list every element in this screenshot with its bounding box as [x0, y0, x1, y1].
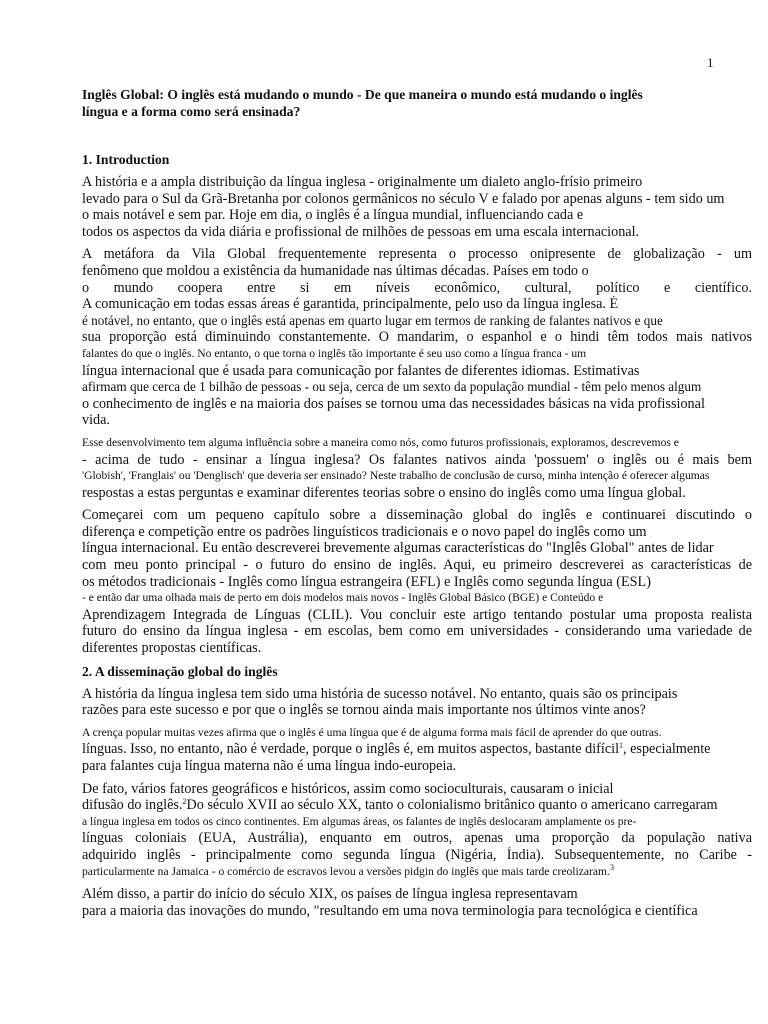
- text-line: com meu ponto principal - o futuro do ensino de inglês. Aqui, eu primeiro descreverei as características de: [82, 557, 752, 574]
- text-line: - e então dar uma olhada mais de perto em dois modelos mais novos - Inglês Global Básico (BGE) e Conteúdo e: [82, 591, 604, 605]
- text-line: A crença popular muitas vezes afirma que o inglês é uma língua que é de alguma forma mais fácil de aprender do que outras.: [82, 725, 662, 739]
- text-line: respostas a estas perguntas e examinar diferentes teorias sobre o ensino do inglês como uma língua global.: [82, 484, 686, 501]
- section-1-paragraph-1: [82, 174, 752, 240]
- footnote-marker: 3: [609, 863, 614, 872]
- text-line: vida.: [82, 412, 110, 429]
- text-line: língua internacional que é usada para comunicação por falantes de diferentes idiomas. Estimativas: [82, 362, 640, 379]
- text-line: Começarei com um pequeno capítulo sobre a disseminação global do inglês e continuarei discutindo o: [82, 507, 752, 524]
- text-line: [82, 741, 752, 758]
- text-span: particularmente na Jamaica - o comércio de escravos levou a versões pidgin do inglês que mais tarde creolizaram.: [82, 864, 610, 878]
- text-line: diferença e competição entre os padrões linguísticos tradicionais e o novo papel do inglês como um: [82, 523, 647, 540]
- text-line: a língua inglesa em todos os cinco continentes. Em algumas áreas, os falantes de inglês deslocaram amplamente os pre-: [82, 814, 637, 828]
- document-body: [82, 86, 752, 925]
- text-line: [82, 864, 752, 881]
- text-line: A comunicação em todas essas áreas é garantida, principalmente, pelo uso da língua inglesa. É: [82, 296, 619, 313]
- footnote-marker: 2: [182, 797, 187, 807]
- text-line: A metáfora da Vila Global frequentemente representa o processo onipresente de globalização - um: [82, 246, 752, 263]
- text-line: para a maioria das inovações do mundo, "resultando em uma nova terminologia para tecnológica e científica: [82, 902, 698, 919]
- text-line: levado para o Sul da Grã-Bretanha por colonos germânicos no século V e falado por apenas alguns - tem sido um: [82, 190, 725, 207]
- text-line: [82, 797, 752, 814]
- section-1-paragraph-3: [82, 435, 752, 501]
- text-line: A história da língua inglesa tem sido uma história de sucesso notável. No entanto, quais são os principais: [82, 685, 678, 702]
- footnote-marker: 1: [619, 741, 624, 751]
- text-line: futuro do ensino da língua inglesa - em escolas, bem como em universidades - considerando uma variedade de: [82, 623, 752, 640]
- text-line: falantes do que o inglês. No entanto, o que torna o inglês tão importante é seu uso como a língua franca - um: [82, 346, 587, 360]
- text-line: De fato, vários fatores geográficos e históricos, assim como socioculturais, causaram o inicial: [82, 780, 614, 797]
- page-number: 1: [707, 55, 714, 70]
- text-line: para falantes cuja língua materna não é uma língua indo-europeia.: [82, 758, 457, 774]
- text-line: é notável, no entanto, que o inglês está apenas em quarto lugar em termos de ranking de falantes nativos e que: [82, 312, 663, 328]
- section-2-paragraph-4: [82, 886, 752, 919]
- text-span: Do século XVII ao século XX, tanto o colonialismo britânico quanto o americano carregaram: [186, 797, 718, 814]
- text-line: Além disso, a partir do início do século XIX, os países de língua inglesa representavam: [82, 886, 578, 903]
- text-line: afirmam que cerca de 1 bilhão de pessoas - ou seja, cerca de um sexto da população mundial - têm pelo menos algum: [82, 379, 702, 395]
- text-line: o mais notável e sem par. Hoje em dia, o inglês é a língua mundial, influenciando cada e: [82, 207, 584, 224]
- text-line: A história e a ampla distribuição da língua inglesa - originalmente um dialeto anglo-frísio primeiro: [82, 174, 643, 190]
- text-line: sua proporção está diminuindo constantemente. O mandarim, o espanhol e o hindi têm todos mais nativos: [82, 329, 752, 346]
- section-1-paragraph-2: [82, 246, 752, 429]
- section-2-paragraph-1: [82, 686, 752, 719]
- text-line: língua internacional. Eu então descreverei brevemente algumas características do "Inglês Global" antes de lidar: [82, 540, 714, 557]
- title-line: língua e a forma como será ensinada?: [82, 104, 301, 119]
- text-line: Esse desenvolvimento tem alguma influência sobre a maneira como nós, como futuros profissionais, exploramos, descrevemos e: [82, 435, 679, 449]
- text-line: os métodos tradicionais - Inglês como língua estrangeira (EFL) e Inglês como segunda língua (ESL): [82, 573, 651, 590]
- text-line: diferentes propostas científicas.: [82, 640, 262, 657]
- text-line: línguas coloniais (EUA, Austrália), enquanto em outros, apenas uma proporção da população nativa: [82, 830, 752, 847]
- text-line: todos os aspectos da vida diária e profissional de milhões de pessoas em uma escala internacional.: [82, 223, 640, 240]
- section-1-heading: 1. Introduction: [82, 152, 170, 167]
- text-line: o conhecimento de inglês e na maioria dos países se tornou uma das necessidades básicas na vida profissional: [82, 395, 705, 412]
- text-span: línguas. Isso, no entanto, não é verdade, porque o inglês é, em muitos aspectos, bastante difícil: [82, 741, 620, 758]
- section-2-heading: 2. A disseminação global do inglês: [82, 663, 278, 679]
- text-line: o mundo coopera entre si em níveis econômico, cultural, político e científico.: [82, 279, 752, 296]
- text-line: - acima de tudo - ensinar a língua inglesa? Os falantes nativos ainda 'possuem' o inglês ou é mais bem: [82, 451, 752, 468]
- text-span: , especialmente: [623, 741, 711, 758]
- document-title: [82, 86, 752, 120]
- title-line: Inglês Global: O inglês está mudando o mundo - De que maneira o mundo está mudando o inglês: [82, 87, 643, 102]
- text-line: 'Globish', 'Franglais' ou 'Denglisch' que deveria ser ensinado? Neste trabalho de conclusão de curso, minha intenção é oferecer algumas: [82, 469, 710, 483]
- text-line: razões para este sucesso e por que o inglês se tornou ainda mais importante nos últimos vinte anos?: [82, 702, 646, 719]
- section-1-paragraph-4: [82, 507, 752, 656]
- text-span: difusão do inglês.: [82, 797, 183, 814]
- text-line: adquirido inglês - principalmente como segunda língua (Nigéria, Índia). Subsequentemente, no Caribe -: [82, 846, 752, 863]
- section-2-paragraph-2: [82, 725, 752, 775]
- text-line: fenômeno que moldou a existência da humanidade nas últimas décadas. Países em todo o: [82, 262, 589, 279]
- section-2-paragraph-3: [82, 781, 752, 881]
- text-line: Aprendizagem Integrada de Línguas (CLIL). Vou concluir este artigo tentando postular uma proposta realista: [82, 606, 752, 623]
